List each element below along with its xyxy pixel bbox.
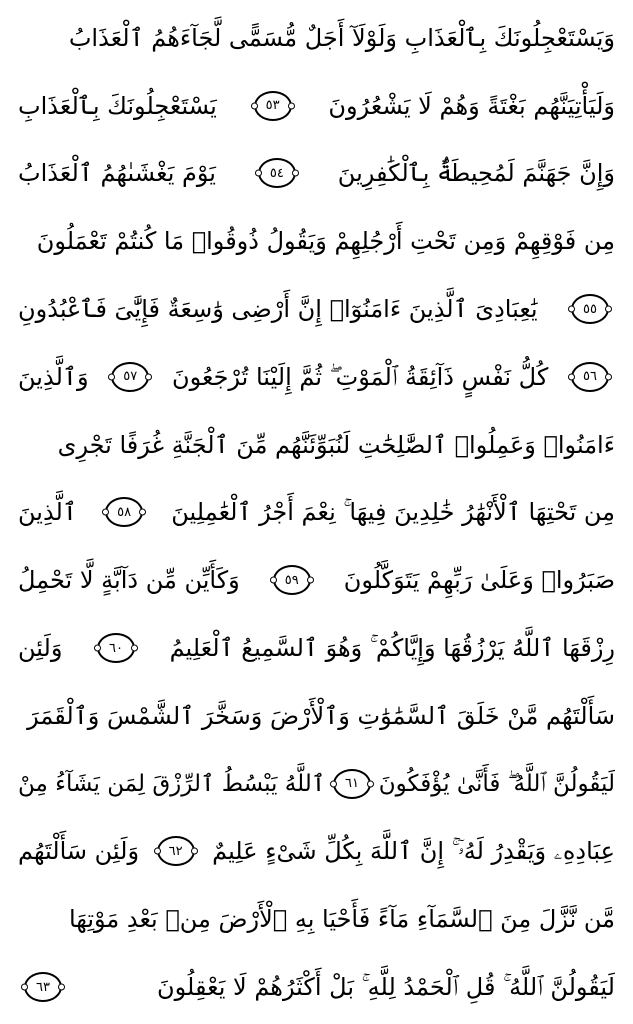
verse-line [18,411,615,479]
verse-line [18,885,615,953]
verse-text: مِن تَحْتِهَا ٱلْأَنْهَٰرُ خَٰلِدِينَ فِيهَا ۚ نِعْمَ أَجْرُ ٱلْعَٰمِلِينَ [171,498,615,527]
verse-text: لَيَقُولُنَّ ٱللَّهُ ۖ فَأَنَّىٰ يُؤْفَكُونَ [378,770,615,797]
verse-text: صَبَرُوا۟ وَعَلَىٰ رَبِّهِمْ يَتَوَكَّلُونَ [343,566,615,595]
verse-text: ٱلَّذِينَ [18,498,77,527]
ayah-number-marker: ٥٧ [111,362,149,392]
verse-text: وَلَئِن [18,634,63,663]
verse-text: مَّن نَّزَّلَ مِنَ ٱلسَّمَآءِ مَآءً فَأَحْيَا بِهِ ٱلْأَرْضَ مِنۢ بَعْدِ مَوْتِهَا [68,905,615,934]
verse-lines [18,4,615,1021]
verse-text: يَٰعِبَادِىَ ٱلَّذِينَ ءَامَنُوٓا۟ إِنَّ أَرْضِى وَٰسِعَةٌ فَإِيَّٰىَ فَٱعْبُدُونِ [18,295,538,324]
verse-line [18,479,615,547]
verse-text: وَكَأَيِّن مِّن دَآبَّةٍ لَّا تَحْمِلُ [18,566,240,595]
verse-text: وَإِنَّ جَهَنَّمَ لَمُحِيطَةٌۢ بِٱلْكَٰفِرِينَ [337,159,615,188]
verse-text: وَلَئِن سَأَلْتَهُم [18,837,140,866]
ayah-number-marker: ٥٥ [571,294,609,324]
ayah-number-marker: ٥٤ [258,158,296,188]
ayah-number-marker: ٦٣ [24,972,62,1002]
verse-line [18,682,615,750]
verse-text: سَأَلْتَهُم مَّنْ خَلَقَ ٱلسَّمَٰوَٰتِ وَٱلْأَرْضَ وَسَخَّرَ ٱلشَّمْسَ وَٱلْقَمَرَ [27,701,615,730]
verse-line [18,614,615,682]
ayah-number-marker: ٥٨ [105,497,143,527]
verse-line [18,343,615,411]
verse-line [18,72,615,140]
verse-text: عِبَادِهِۦ وَيَقْدِرُ لَهُۥٓ ۚ إِنَّ ٱللَّهَ بِكُلِّ شَىْءٍ عَلِيمٌ [212,837,615,866]
verse-line [18,818,615,886]
ayah-number-marker: ٥٦ [571,362,609,392]
verse-text: يَسْتَعْجِلُونَكَ بِٱلْعَذَابِ [18,91,217,120]
ayah-number-marker: ٦١ [333,769,371,799]
verse-text: كُلُّ نَفْسٍ ذَآئِقَةُ ٱلْمَوْتِ ۖ ثُمَّ إِلَيْنَا تُرْجَعُونَ [171,362,549,391]
verse-line [18,207,615,275]
ayah-number-marker: ٥٩ [273,565,311,595]
verse-line [18,750,615,818]
verse-line [18,953,615,1021]
verse-line [18,4,615,72]
verse-line [18,140,615,208]
ayah-number-marker: ٦٠ [97,633,135,663]
verse-text: رِزْقَهَا ٱللَّهُ يَرْزُقُهَا وَإِيَّاكُمْ ۚ وَهُوَ ٱلسَّمِيعُ ٱلْعَلِيمُ [169,634,615,663]
verse-text: وَيَسْتَعْجِلُونَكَ بِٱلْعَذَابِ وَلَوْلَآ أَجَلٌ مُّسَمًّى لَّجَآءَهُمُ ٱلْعَذَابُ [68,23,615,52]
verse-text: وَلَيَأْتِيَنَّهُم بَغْتَةً وَهُمْ لَا يَشْعُرُونَ [328,91,615,120]
verse-line [18,275,615,343]
verse-text: ٱللَّهُ يَبْسُطُ ٱلرِّزْقَ لِمَن يَشَآءُ مِنْ [18,770,326,797]
verse-text: وَٱلَّذِينَ [18,362,89,391]
verse-text: مِن فَوْقِهِمْ وَمِن تَحْتِ أَرْجُلِهِمْ وَيَقُولُ ذُوقُوا۟ مَا كُنتُمْ تَعْمَلُونَ [36,227,615,256]
ayah-number-marker: ٥٣ [254,91,292,121]
verse-line [18,546,615,614]
ayah-number-marker: ٦٢ [157,836,195,866]
verse-text: لَيَقُولُنَّ ٱللَّهُ ۚ قُلِ ٱلْحَمْدُ لِلَّهِ ۚ بَلْ أَكْثَرُهُمْ لَا يَعْقِلُونَ [157,973,615,1002]
verse-text: يَوْمَ يَغْشَىٰهُمُ ٱلْعَذَابُ [18,159,216,188]
verse-text: ءَامَنُوا۟ وَعَمِلُوا۟ ٱلصَّٰلِحَٰتِ لَنُبَوِّئَنَّهُم مِّنَ ٱلْجَنَّةِ غُرَفًا تَجْرِى [57,430,615,459]
